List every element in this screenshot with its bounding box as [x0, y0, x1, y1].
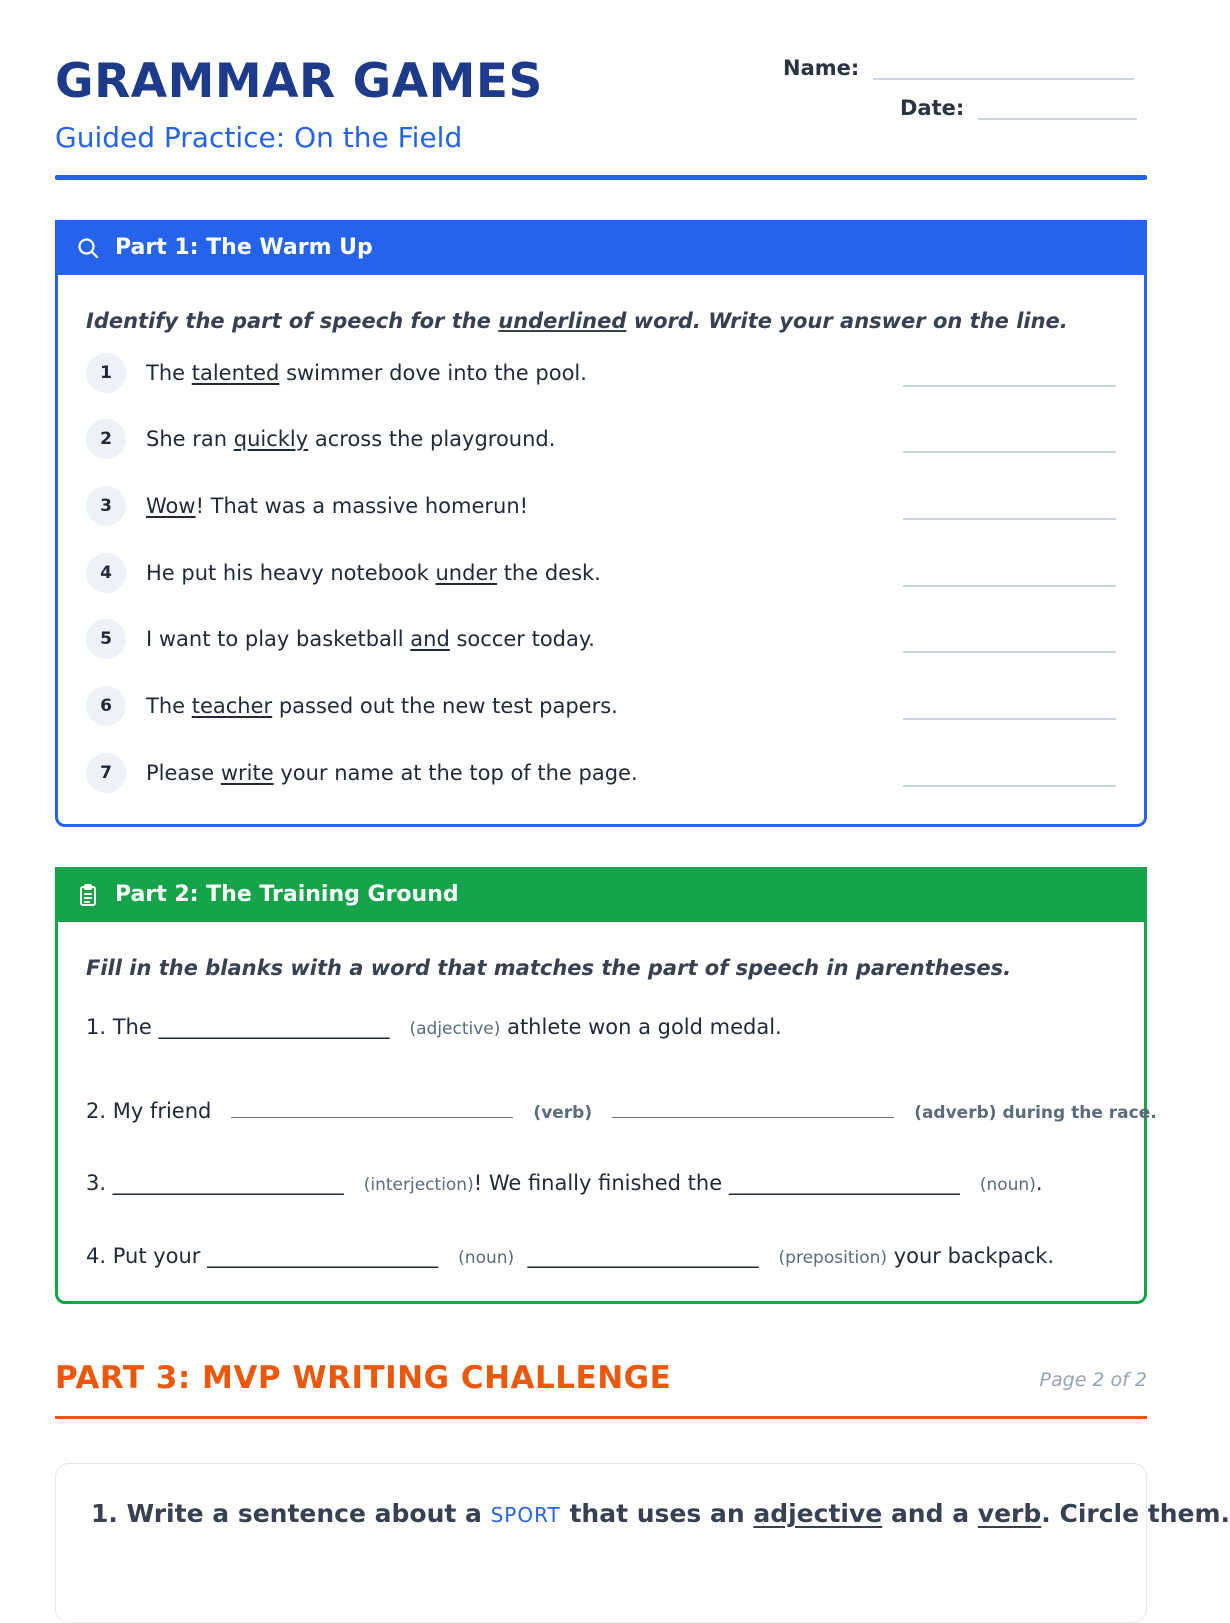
- question-number: 4: [86, 553, 126, 593]
- part3-divider: [55, 1416, 1147, 1419]
- item-text: your backpack.: [887, 1244, 1055, 1268]
- instructions-text: word. Write your answer on the line.: [626, 309, 1068, 333]
- item-text: 3.: [86, 1171, 113, 1195]
- instructions-text: Identify the part of speech for the: [86, 309, 499, 333]
- question-row: [86, 419, 1116, 459]
- answer-line[interactable]: [903, 385, 1116, 387]
- question-row: [86, 619, 1116, 659]
- instructions-underlined: underlined: [498, 309, 627, 333]
- date-field: [900, 96, 1137, 120]
- name-field: [783, 56, 1134, 80]
- blank[interactable]: ______________________: [207, 1244, 439, 1268]
- item-text: .: [1035, 1171, 1043, 1195]
- date-line: [978, 118, 1137, 120]
- question-text: The talented swimmer dove into the pool.: [146, 361, 587, 385]
- part2-heading: Part 2: The Training Ground: [115, 882, 459, 907]
- question-text: Wow! That was a massive homerun!: [146, 494, 529, 518]
- question-number: 2: [86, 419, 126, 459]
- answer-line[interactable]: [903, 785, 1116, 787]
- page-indicator: Page 2 of 2: [1039, 1369, 1147, 1391]
- question-number: 1: [86, 353, 126, 393]
- question-number: 5: [86, 619, 126, 659]
- question-number: 6: [86, 686, 126, 726]
- page-subtitle: Guided Practice: On the Field: [55, 121, 463, 154]
- fill-item-3: [86, 1171, 1043, 1195]
- name-line: [873, 78, 1134, 80]
- part-of-speech-hint: (noun): [979, 1175, 1036, 1195]
- part-of-speech-hint: (adverb) during the race.: [914, 1103, 1157, 1123]
- part-of-speech-hint: (noun): [458, 1248, 515, 1268]
- blank[interactable]: ______________________: [158, 1015, 390, 1039]
- fill-item-2: [86, 1098, 1157, 1123]
- header-divider: [55, 175, 1147, 180]
- part1-header: [55, 220, 1147, 275]
- item-text: 4. Put your: [86, 1244, 208, 1268]
- date-label: Date:: [900, 96, 965, 120]
- item-text: ! We finally finished the: [473, 1171, 729, 1195]
- question-text: He put his heavy notebook under the desk.: [146, 561, 601, 585]
- question-text: She ran quickly across the playground.: [146, 427, 556, 451]
- part-of-speech-hint: (verb): [533, 1103, 593, 1123]
- blank[interactable]: [612, 1098, 894, 1118]
- clipboard-icon: [75, 882, 101, 908]
- part2-instructions: Fill in the blanks with a word that matches the part of speech in parentheses.: [86, 956, 1012, 980]
- part-of-speech-hint: (interjection): [363, 1175, 474, 1195]
- question-row: [86, 686, 1116, 726]
- answer-line[interactable]: [903, 651, 1116, 653]
- page-title: GRAMMAR GAMES: [55, 54, 543, 109]
- item-text: 1. The: [86, 1015, 159, 1039]
- part1-panel: [55, 220, 1147, 827]
- part-of-speech-hint: (preposition): [778, 1248, 888, 1268]
- part3-title: PART 3: MVP WRITING CHALLENGE: [55, 1360, 672, 1396]
- question-number: 3: [86, 486, 126, 526]
- fill-item-4: [86, 1244, 1054, 1268]
- blank[interactable]: ______________________: [112, 1171, 344, 1195]
- question-text: Please write your name at the top of the page.: [146, 761, 638, 785]
- name-label: Name:: [783, 56, 860, 80]
- question-text: I want to play basketball and soccer today.: [146, 627, 595, 651]
- part2-panel: [55, 867, 1157, 1304]
- part1-instructions: [86, 309, 1068, 333]
- blank[interactable]: ______________________: [728, 1171, 960, 1195]
- part1-heading: Part 1: The Warm Up: [115, 235, 373, 260]
- question-row: [86, 353, 1116, 393]
- blank[interactable]: [231, 1098, 513, 1118]
- blank[interactable]: ______________________: [527, 1244, 759, 1268]
- question-text: The teacher passed out the new test papers.: [146, 694, 618, 718]
- answer-line[interactable]: [903, 718, 1116, 720]
- answer-line[interactable]: [903, 518, 1116, 520]
- sport-keyword: SPORT: [490, 1503, 561, 1527]
- part-of-speech-hint: (adjective): [409, 1019, 501, 1039]
- writing-challenge-card: [55, 1463, 1230, 1623]
- search-icon: [75, 235, 101, 261]
- question-number: 7: [86, 753, 126, 793]
- question-row: [86, 553, 1116, 593]
- item-text: 2. My friend: [86, 1099, 212, 1123]
- question-row: [86, 753, 1116, 793]
- fill-item-1: [86, 1015, 782, 1039]
- writing-prompt: 1. Write a sentence about a SPORT that uses an adjective and a verb. Circle them.: [91, 1499, 1230, 1528]
- item-text: athlete won a gold medal.: [500, 1015, 782, 1039]
- answer-line[interactable]: [903, 451, 1116, 453]
- answer-line[interactable]: [903, 585, 1116, 587]
- question-row: [86, 486, 1116, 526]
- part2-header: [55, 867, 1147, 922]
